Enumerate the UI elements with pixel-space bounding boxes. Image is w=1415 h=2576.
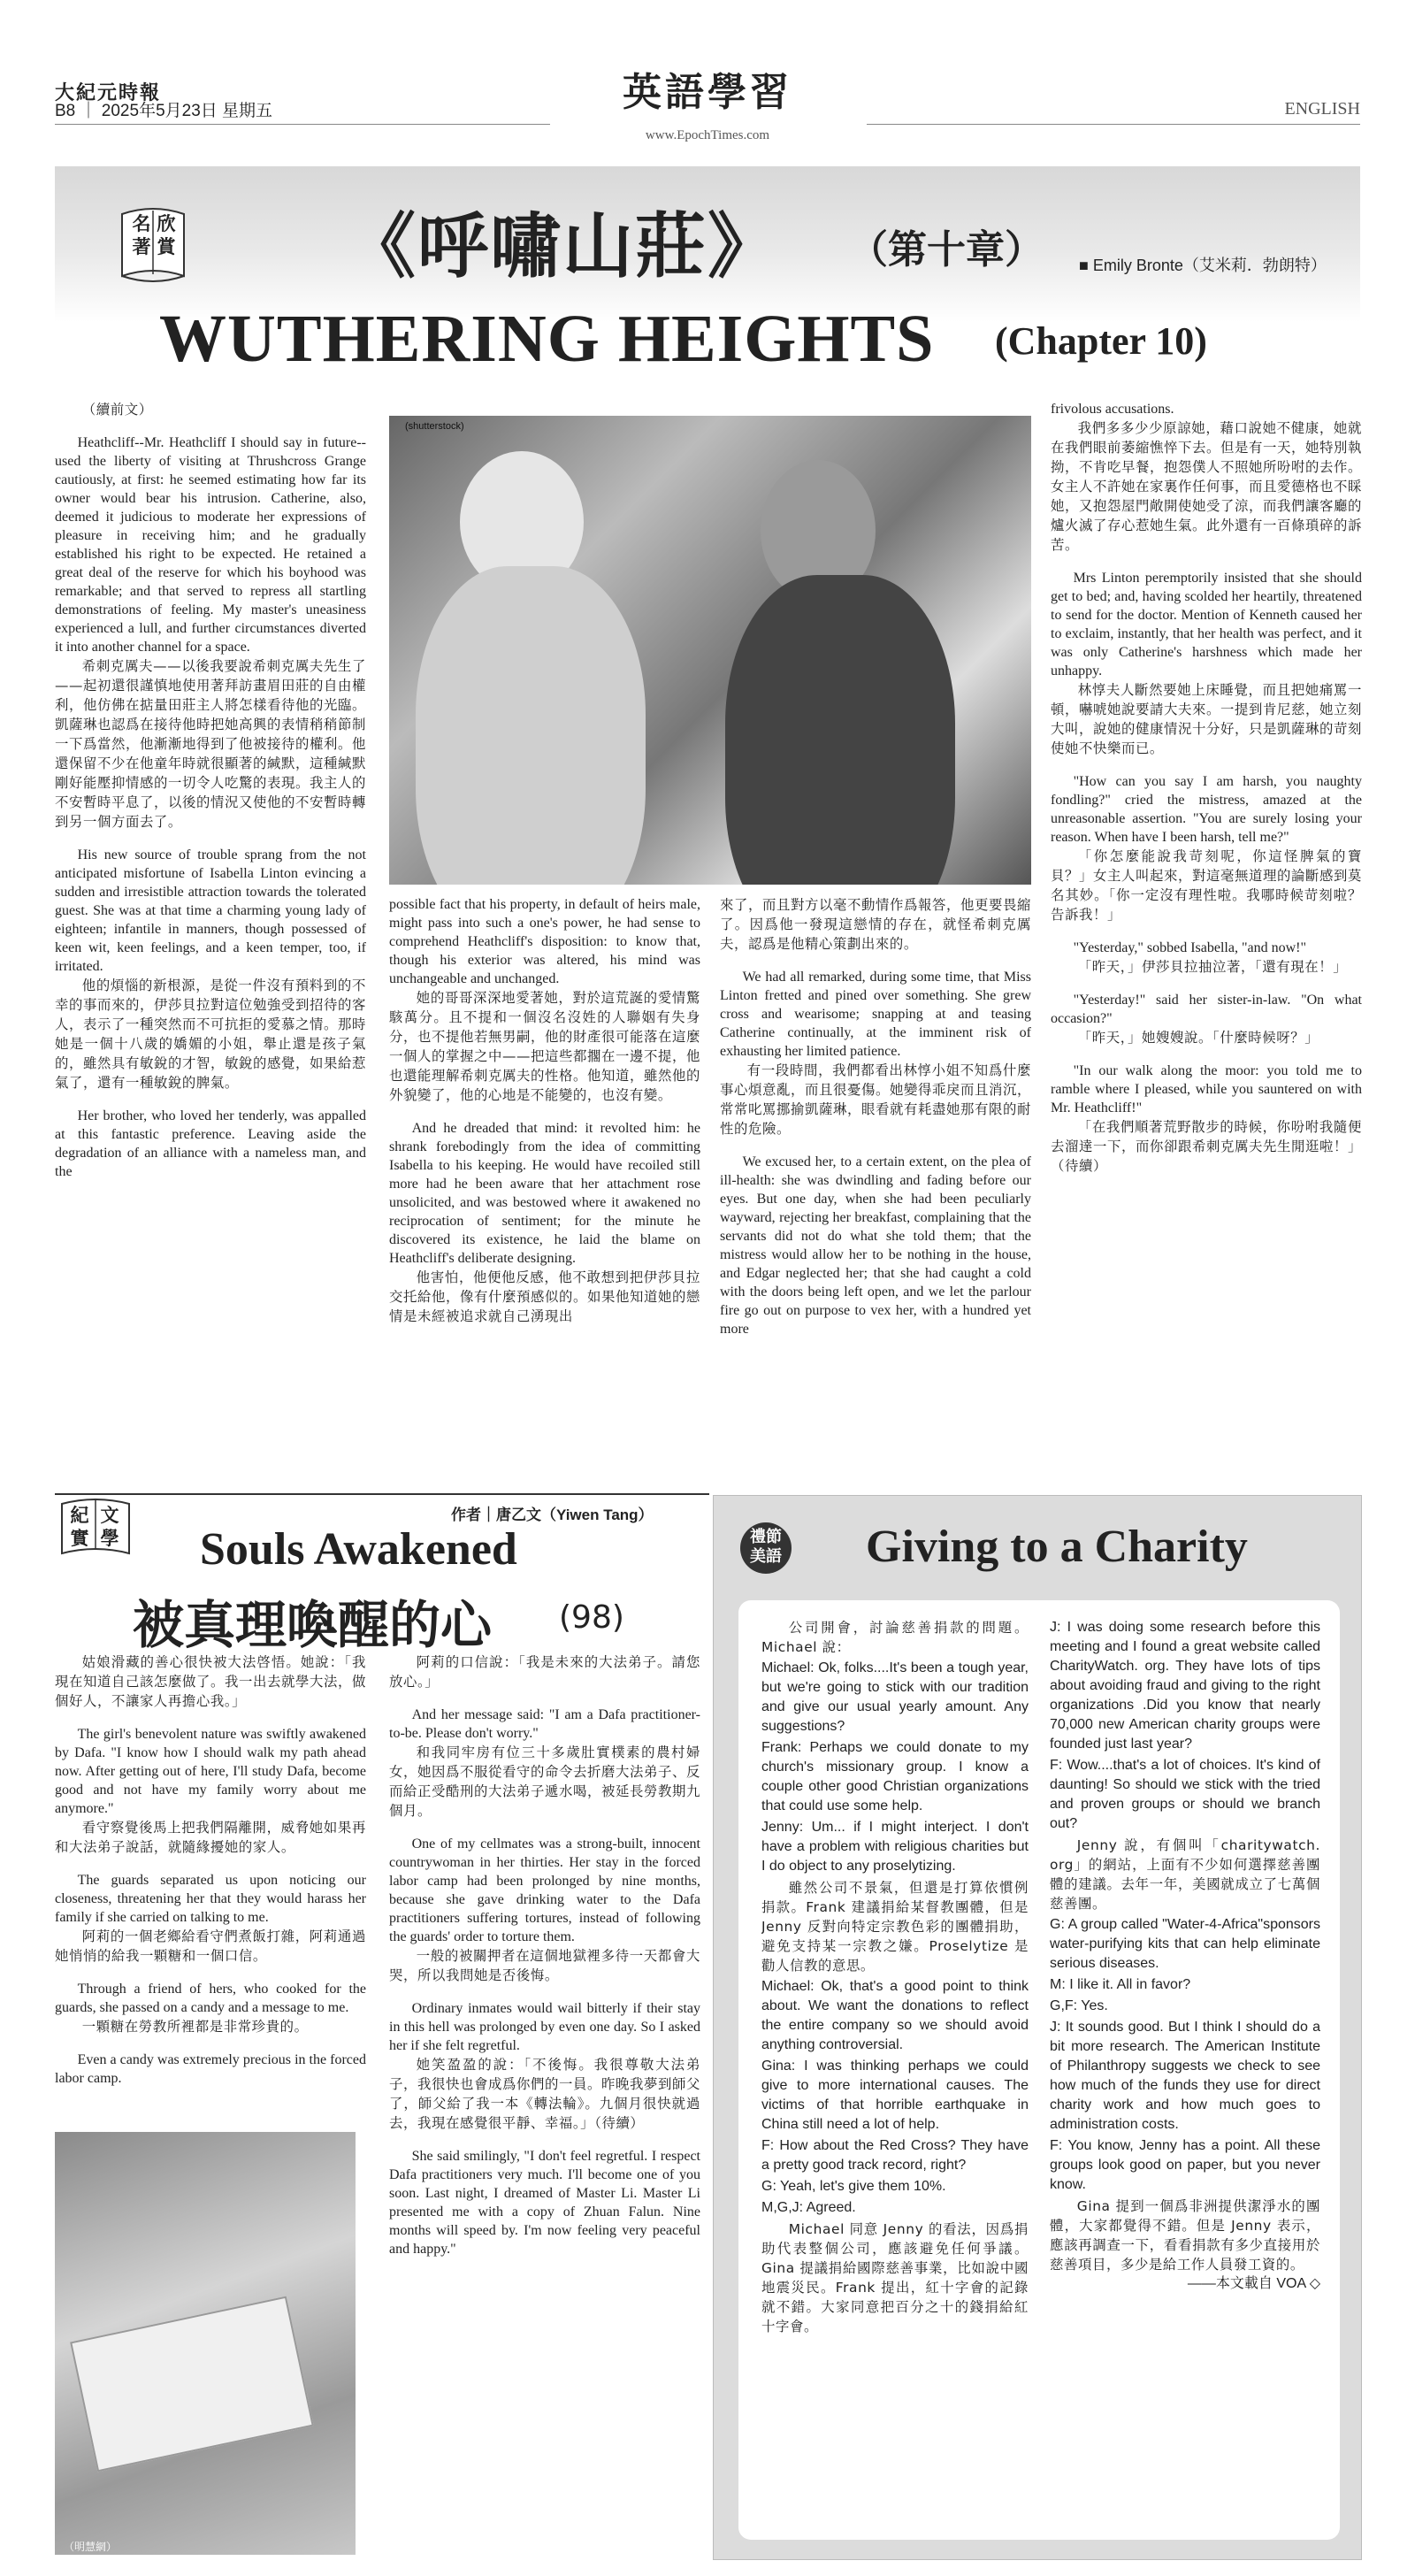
paragraph: M: I like it. All in favor? [1050, 1977, 1191, 1992]
story-episode: (98) [559, 1599, 624, 1636]
novel-tag-1: 名著 [132, 213, 151, 257]
paragraph: And her message said: "I am a Dafa practitioner-to-be. Please don't worry." [389, 1707, 700, 1741]
story-tag-1: 紀實 [70, 1505, 89, 1549]
masthead: 大紀元時報 [55, 81, 162, 104]
paragraph: 「在我們順著荒野散步的時候，你吩咐我隨便去溜達一下，而你卻跟希刺克厲夫先生閒逛啦！」（待續） [1051, 1119, 1362, 1174]
novel-column-2 [389, 895, 700, 1488]
paragraph: Mrs Linton peremptorily insisted that she should get to bed; and, having scolded her heartily, threatened to send for the doctor. Mention of Kenneth caused her to exclaim, instantly, that her health was perfect, and it was only Catherine's harshness which made her unhappy. [1051, 571, 1362, 678]
paragraph: 有一段時間，我們都看出林惇小姐不知爲什麼事心煩意亂，而且很憂傷。她變得乖戾而且消沉，常常叱罵挪揄凱薩琳，眼看就有耗盡她那有限的耐性的危險。 [720, 1062, 1031, 1137]
paragraph: The guards separated us upon noticing our closeness, threatening her that they would harass her family if she carried on talking to me. [55, 1873, 366, 1925]
site-url[interactable]: www.EpochTimes.com [645, 128, 770, 142]
paragraph: 來了，而且對方以毫不動情作爲報答，他更要畏縮了。因爲他一發現這戀情的存在，就怪希刺克厲夫，認爲是他精心策劃出來的。 [720, 897, 1031, 952]
story-rule [55, 1493, 709, 1495]
paragraph: 我們多多少少原諒她，藉口說她不健康，她就在我們眼前萎縮憔悴下去。但是有一天，她特別執拗，不肯吃早餐，抱怨僕人不照她所吩咐的去作。女主人不許她在家裏作任何事，而且愛德格也不睬她，又抱怨屋門敞開使她受了涼，而我們讓客廳的爐火滅了存心惹她生氣。此外還有一百條瑣碎的訴苦。 [1051, 420, 1362, 553]
section-title: 英語學習 [623, 70, 792, 115]
story-byline: 作者｜唐乙文（Yiwen Tang） [451, 1506, 654, 1523]
paragraph: Through a friend of hers, who cooked for the guards, she passed on a candy and a message to me. [55, 1982, 366, 2015]
paragraph: F: Wow....that's a lot of choices. It's kind of daunting! So should we stick with the tried and proven groups or should we branch out? [1050, 1758, 1320, 1831]
book-cover-image [70, 2296, 314, 2472]
photo-figure-1-body [416, 566, 646, 885]
paragraph: 公司開會，討論慈善捐款的問題。Michael 說： [761, 1620, 1029, 1655]
paragraph: F: How about the Red Cross? They have a pretty good track record, right? [761, 2138, 1029, 2173]
novel-tag-2: 欣賞 [157, 213, 176, 257]
header-rule-right [867, 124, 1360, 125]
paragraph: F: You know, Jenny has a point. All these groups look good on paper, but you never know. [1050, 2138, 1320, 2192]
paragraph: Frank: Perhaps we could donate to my church's missionary group. I know a couple other good Christian organizations that could use some help. [761, 1740, 1029, 1813]
paragraph: Her brother, who loved her tenderly, was appalled at this fantastic preference. Leaving aside the degradation of an alliance with a nameless man, and the [55, 1108, 366, 1179]
etiquette-badge [740, 1522, 792, 1574]
novel-chapter-en: (Chapter 10) [995, 319, 1207, 363]
paragraph: 雖然公司不景氣，但還是打算依慣例捐款。Frank 建議捐給某督教團體，但是 Jenny 反對向特定宗教色彩的團體捐助，避免支持某一宗教之嫌。Proselytize 是勸人信教的意思。 [761, 1880, 1029, 1974]
story-photo-credit: （明慧網） [64, 2541, 118, 2553]
paragraph: Jenny 說，有個叫「charitywatch. org」的網站，上面有不少如何選擇慈善團體的建議。去年一年，美國就成立了七萬個慈善團。 [1050, 1837, 1320, 1912]
charity-column-2 [1050, 1616, 1320, 2536]
novel-title-zh: 《呼嘯山莊》 [345, 205, 780, 288]
issue-info: B8 ｜ 2025年5月23日 星期五 [55, 102, 273, 120]
charity-source: ——本文載自 VOA ◇ [1187, 2276, 1320, 2291]
paragraph: One of my cellmates was a strong-built, innocent countrywoman in her thirties. Her stay in the forced labor camp had been prolonged by nine months, because she gave drinking water to the Dafa practitioners suffering tortures, instead of following the guards' order to torture them. [389, 1836, 700, 1944]
paragraph: We excused her, to a certain extent, on the plea of ill-health: she was dwindling and fading before our eyes. But one day, when she had been peculiarly wayward, rejecting her breakfast, complaining that the servants did not do what she told them; that the mistress would allow her to be nothing in the house, and Edgar neglected her; that she had caught a cold with the doors being left open, and we let the parlour fire go out on purpose to vex her, with a hundred yet more [720, 1154, 1031, 1337]
novel-title-en: WUTHERING HEIGHTS [159, 302, 935, 376]
paragraph: 希刺克厲夫——以後我要說希刺克厲夫先生了——起初還很謹慎地使用著拜訪畫眉田莊的自由權利，他仿佛在掂量田莊主人將怎樣看待他的光臨。凱薩琳也認爲在接待他時把她高興的表情稍稍節制一下爲當然，他漸漸地得到了他被接待的權利。他還保留不少在他童年時就很顯著的緘默，這種緘默剛好能壓抑情感的一切令人吃驚的表現。我主人的不安暫時平息了，以後的情況又使他的不安暫時轉到另一個方面去了。 [55, 658, 366, 830]
paragraph: Michael: Ok, that's a good point to think about. We want the donations to reflect the entire company so we should avoid anything controversial. [761, 1979, 1029, 2052]
paragraph: The girl's benevolent nature was swiftly awakened by Dafa. "I know how I should walk my path ahead now. After getting out of here, I'll study Dafa, become good and not have my family worry about me anymore." [55, 1727, 366, 1816]
story-tag-2: 文學 [100, 1505, 119, 1549]
story-title-en: Souls Awakened [200, 1524, 517, 1575]
story-column-2 [389, 1652, 700, 2564]
paragraph: Gina 提到一個爲非洲提供潔淨水的團體，大家都覺得不錯。但是 Jenny 表示，應該再調查一下，看看捐款有多少直接用於慈善項目，多少是給工作人員發工資的。 [1050, 2198, 1320, 2273]
paragraph: Ordinary inmates would wail bitterly if their stay in this hell was prolonged by even one day. So I asked her if she felt regretful. [389, 2001, 700, 2053]
paragraph: And he dreaded that mind: it revolted him: he shrank forebodingly from the idea of committing Isabella to his keeping. He would have recoiled still more had he been aware that her attachment rose unsolicited, and was bestowed where it awakened no reciprocation of sentiment; for the minute he discovered its existence, he laid the blame on Heathcliff's deliberate designing. [389, 1121, 700, 1266]
paragraph: His new source of trouble sprang from the not anticipated misfortune of Isabella Linton evincing a sudden and irresistible attraction towards the tolerated guest. She was at that time a charming young lady of eighteen; infantile in manners, though possessed of keen wit, keen feelings, and a keen temper, too, if irritated. [55, 847, 366, 974]
story-column-1 [55, 1652, 366, 2130]
paragraph: 阿莉的一個老鄉給看守們煮飯打雜，阿莉通過她悄悄的給我一顆糖和一個口信。 [55, 1928, 366, 1964]
paragraph: G,F: Yes. [1050, 1998, 1108, 2013]
novel-chapter-zh: （第十章） [849, 227, 1044, 272]
novel-column-3 [720, 895, 1031, 1488]
charity-tag-2: 美語 [750, 1547, 782, 1566]
paragraph: We had all remarked, during some time, that Miss Linton fretted and pined over something. She grew cross and wearisome; snapping at and teasing Catherine continually, at the imminent risk of exhausting her limited patience. [720, 970, 1031, 1059]
paragraph: 他的煩惱的新根源，是從一件沒有預料到的不幸的事而來的，伊莎貝拉對這位勉強受到招待的客人，表示了一種突然而不可抗拒的愛慕之情。那時她是一個十八歲的嬌媚的小姐，舉止還是孩子氣的，雖然具有敏銳的才智，敏銳的感覺，如果給惹氣了，還有一種敏銳的脾氣。 [55, 978, 366, 1091]
paragraph: 他害怕，他便他反感，他不敢想到把伊莎貝拉交托給他，像有什麼預感似的。如果他知道她的戀情是未經被追求就自己湧現出 [389, 1269, 700, 1324]
paragraph: Jenny: Um... if I might interject. I don't have a problem with religious charities but I do object to any proselytizing. [761, 1820, 1029, 1874]
charity-column-1 [761, 1616, 1029, 2536]
paragraph: 一顆糖在勞教所裡都是非常珍貴的。 [81, 2019, 309, 2035]
charity-content [738, 1600, 1340, 2540]
paragraph: "Yesterday!" said her sister-in-law. "On what occasion?" [1051, 993, 1362, 1026]
paragraph: 姑娘滑藏的善心很快被大法啓悟。她說：「我現在知道自己該怎麼做了。我一出去就學大法，做個好人，不讓家人再擔心我。」 [55, 1654, 366, 1709]
paragraph: 看守察覺後馬上把我們隔離開，威脅她如果再和大法弟子說話，就隨緣擾她的家人。 [55, 1820, 366, 1855]
novel-author: ■ Emily Bronte（艾米莉．勃朗特） [1079, 257, 1327, 274]
paragraph: Even a candy was extremely precious in the forced labor camp. [55, 2052, 366, 2086]
paragraph: possible fact that his property, in default of heirs male, might pass into such a one's power, he had sense to comprehend Heathcliff's disposition: to know that, though his exterior was altered, his mind was unchangeable and unchanged. [389, 897, 700, 986]
paragraph: Michael: Ok, folks....It's been a tough year, but we're going to stick with our tradition and give our usual yearly amount. Any suggestions? [761, 1660, 1029, 1734]
paragraph: 林惇夫人斷然要她上床睡覺，而且把她痛罵一頓，嚇唬她說要請大夫來。一提到肯尼慈，她立刻大叫，說她的健康情況十分好，只是凱薩琳的苛刻使她不快樂而已。 [1051, 682, 1362, 756]
paragraph: frivolous accusations. [1051, 402, 1174, 417]
paragraph: "How can you say I am harsh, you naughty fondling?" cried the mistress, amazed at the unreasonable assertion. "You are surely losing your reason. When have I been harsh, tell me?" [1051, 774, 1362, 845]
paragraph: 她笑盈盈的說：「不後悔。我很尊敬大法弟子，我很快也會成爲你們的一員。昨晚我夢到師父了，師父給了我一本《轉法輪》。九個月很快就過去，我現在感覺很平靜、幸福。」（待續） [389, 2057, 700, 2131]
paragraph: Michael 同意 Jenny 的看法，因爲捐助代表整個公司，應該避免任何爭議。Gina 提議捐給國際慈善事業，比如說中國地震災民。Frank 提出，紅十字會的記錄就不錯。大家同意把百分之十的錢捐給紅十字會。 [761, 2221, 1029, 2334]
paragraph: Gina: I was thinking perhaps we could give to more international causes. The victims of that horrible earthquake in China still need a lot of help. [761, 2058, 1029, 2132]
paragraph: 和我同牢房有位三十多歲肚實樸素的農村婦女，她因爲不服從看守的命令去折磨大法弟子、反而給正受酷刑的大法弟子遞水喝，被延長勞教期九個月。 [389, 1744, 700, 1819]
section-language: ENGLISH [1284, 99, 1360, 119]
novel-column-4 [1051, 400, 1362, 1488]
paragraph: "In our walk along the moor: you told me to ramble where I pleased, while you sauntered on with Mr. Heathcliff!" [1051, 1063, 1362, 1116]
photo-credit: (shutterstock) [405, 421, 464, 432]
paragraph: 「昨天，」她嫂嫂說。「什麼時候呀？」 [1077, 1030, 1319, 1046]
paragraph: 「你怎麼能說我苛刻呢，你這怪脾氣的寶貝？」女主人叫起來，對這毫無道理的論斷感到莫名其妙。「你一定沒有理性啦。我哪時候苛刻啦？告訴我！」 [1051, 848, 1362, 923]
novel-column-1 [55, 400, 366, 1488]
story-photo [55, 2132, 356, 2555]
paragraph: She said smilingly, "I don't feel regretful. I respect Dafa practitioners very much. I'll become one of you soon. Last night, I dreamed of Master Li. Master Li presented me with a copy of Zhuan Falun. Nine months will speed by. I'm now feeling very peaceful and happy." [389, 2149, 700, 2257]
paragraph: 一般的被關押者在這個地獄裡多待一天都會大哭，所以我問她是否後悔。 [389, 1948, 700, 1983]
paragraph: J: It sounds good. But I think I should do a bit more research. The American Institute of Philanthropy suggests we check to see how much of the funds they use for direct charity work and how much goes to administration costs. [1050, 2020, 1320, 2132]
paragraph: M,G,J: Agreed. [761, 2200, 856, 2215]
charity-panel [713, 1495, 1362, 2560]
paragraph: 「昨天，」伊莎貝拉抽泣著，「還有現在！」 [1077, 959, 1348, 975]
paragraph: G: A group called "Water-4-Africa"sponsors water-purifying kits that can help eliminate serious diseases. [1050, 1917, 1320, 1971]
paragraph: Heathcliff--Mr. Heathcliff I should say in future--used the liberty of visiting at Thrushcross Grange cautiously, at first: he seemed estimating how far its owner would bear his intrusion. Catherine, also, deemed it judicious to moderate her expressions of pleasure in receiving him; and he gradually established his right to be expected. He retained a great deal of the reserve for which his boyhood was remarkable; and that served to repress all startling demonstrations of feeling. My master's uneasiness experienced a lull, and further circumstances diverted it into another channel for a space. [55, 435, 366, 655]
paragraph: J: I was doing some research before this meeting and I found a great website called CharityWatch. org. They have lots of tips about avoiding fraud and giving to the right organizations .Did you know that nearly 70,000 new American charity groups were founded just last year? [1050, 1620, 1320, 1752]
charity-title: Giving to a Charity [866, 1522, 1248, 1572]
paragraph: 她的哥哥深深地愛著她，對於這荒誕的愛情驚駭萬分。且不提和一個沒名沒姓的人聯姻有失身分，也不提他若無男嗣，他的財產很可能落在這麼一個人的掌握之中——把這些都擱在一邊不提，他也還能理解希刺克厲夫的性格。他知道，雖然他的外貌變了，他的心地是不能變的，也沒有變。 [389, 990, 700, 1103]
book-tag-icon [119, 205, 187, 287]
header-rule-left [55, 124, 550, 125]
paragraph: （續前文） [81, 402, 153, 418]
novel-photo [389, 416, 1031, 885]
story-title-zh: 被真理喚醒的心 [133, 1595, 493, 1655]
book-icon [119, 205, 187, 287]
paragraph: 阿莉的口信說：「我是未來的大法弟子。請您放心。」 [389, 1654, 700, 1690]
paragraph: "Yesterday," sobbed Isabella, "and now!" [1073, 940, 1306, 955]
photo-figure-2-body [725, 575, 955, 885]
paragraph: G: Yeah, let's give them 10%. [761, 2179, 946, 2194]
charity-tag-1: 禮節 [750, 1528, 782, 1546]
